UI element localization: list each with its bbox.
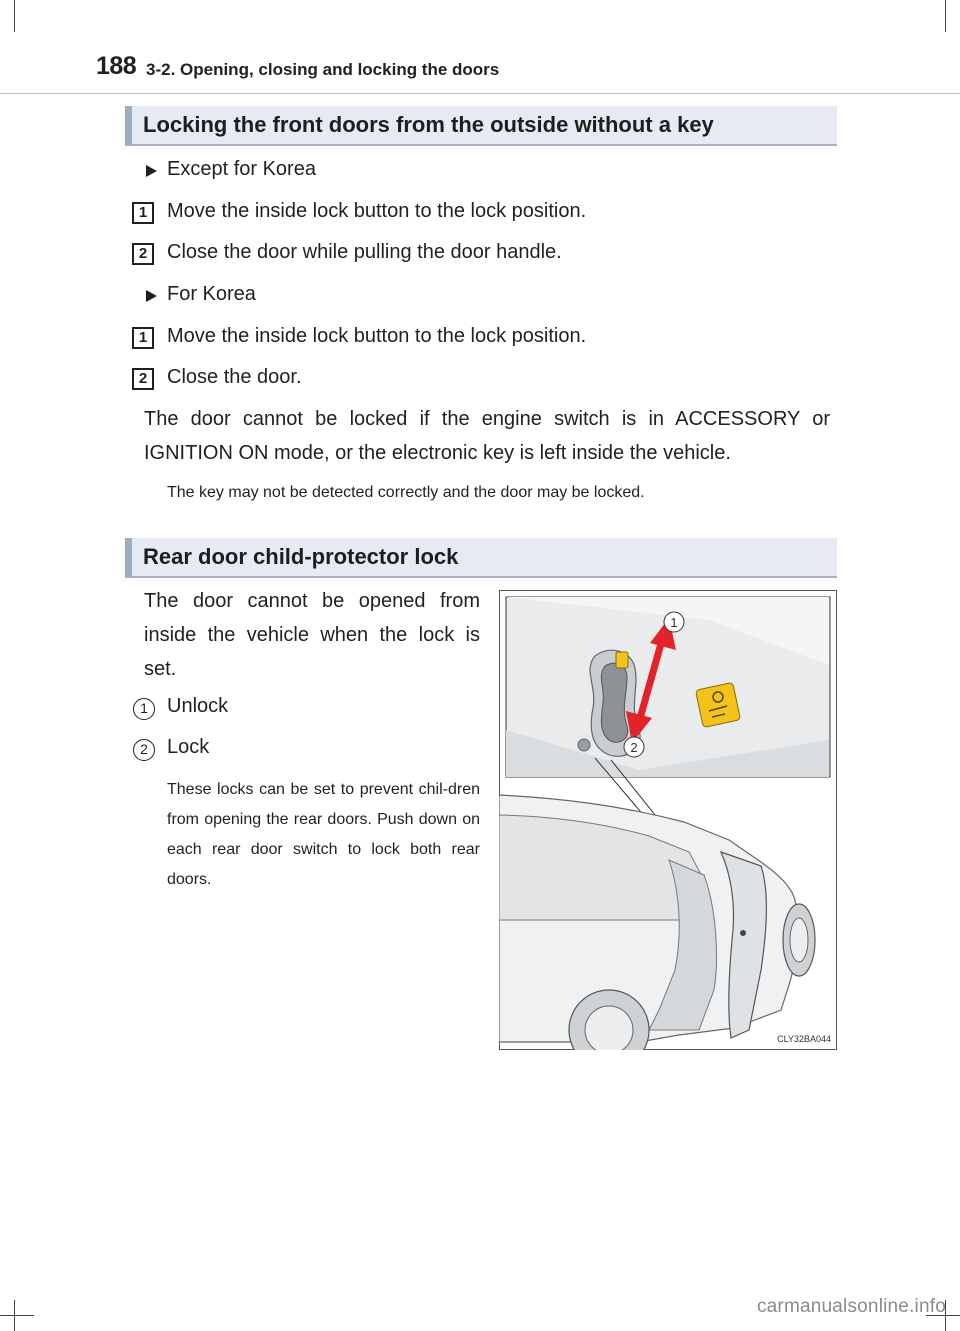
screw-hole — [578, 739, 590, 751]
step-number-badge: 2 — [132, 368, 154, 390]
step-text: Close the door while pulling the door handle. — [167, 241, 562, 263]
item-label-lock: Lock — [167, 736, 210, 758]
triangle-bullet-icon — [146, 290, 157, 302]
child-lock-label-icon — [695, 682, 740, 727]
step-text: Move the inside lock button to the lock position. — [167, 325, 587, 347]
step-text: Move the inside lock button to the lock position. — [167, 200, 587, 222]
step-text: Close the door. — [167, 366, 302, 388]
latch-slot — [601, 663, 627, 742]
crop-mark — [0, 1315, 34, 1316]
step-number-badge: 1 — [132, 327, 154, 349]
crop-mark — [945, 0, 946, 32]
figure-code: CLY32BA044 — [777, 1034, 831, 1044]
step-number-badge: 1 — [132, 202, 154, 224]
rear-wheel-rim — [585, 1006, 633, 1050]
variant-label-except-korea: Except for Korea — [167, 158, 316, 180]
lock-lever — [616, 652, 628, 668]
callout-1-label: 1 — [670, 615, 678, 630]
section-path: 3-2. Opening, closing and locking the doors — [146, 60, 500, 79]
crop-mark — [14, 0, 15, 32]
section-heading-child-protector — [125, 538, 837, 578]
front-wheel-rim — [790, 918, 808, 962]
body-paragraph: The door cannot be opened from inside the vehicle when the lock is set. — [144, 590, 480, 680]
item-label-unlock: Unlock — [167, 695, 229, 717]
variant-label-korea: For Korea — [167, 283, 256, 305]
page-number: 188 — [96, 52, 137, 80]
callout-number-badge: 2 — [133, 739, 155, 761]
note-text: These locks can be set to prevent chil-dren from opening the rear doors. Push down on each rear door switch to lock both rear doors. — [167, 781, 480, 888]
callout-2-label: 2 — [630, 740, 638, 755]
section-heading-text: Locking the front doors from the outside without a key — [143, 112, 714, 137]
watermark: carmanualsonline.info — [756, 1296, 946, 1317]
step-number-badge: 2 — [132, 243, 154, 265]
header-divider — [0, 93, 960, 94]
body-paragraph: The door cannot be locked if the engine switch is in ACCESSORY or IGNITION ON mode, or the electronic key is left inside the vehicle. — [144, 408, 830, 464]
triangle-bullet-icon — [146, 165, 157, 177]
note-text: The key may not be detected correctly and the door may be locked. — [167, 484, 645, 501]
section-heading-text: Rear door child-protector lock — [143, 544, 459, 569]
section-heading-locking-front-doors — [125, 106, 837, 146]
child-lock-illustration — [499, 590, 837, 1050]
callout-number-badge: 1 — [133, 698, 155, 720]
child-lock-switch-location — [740, 930, 746, 936]
